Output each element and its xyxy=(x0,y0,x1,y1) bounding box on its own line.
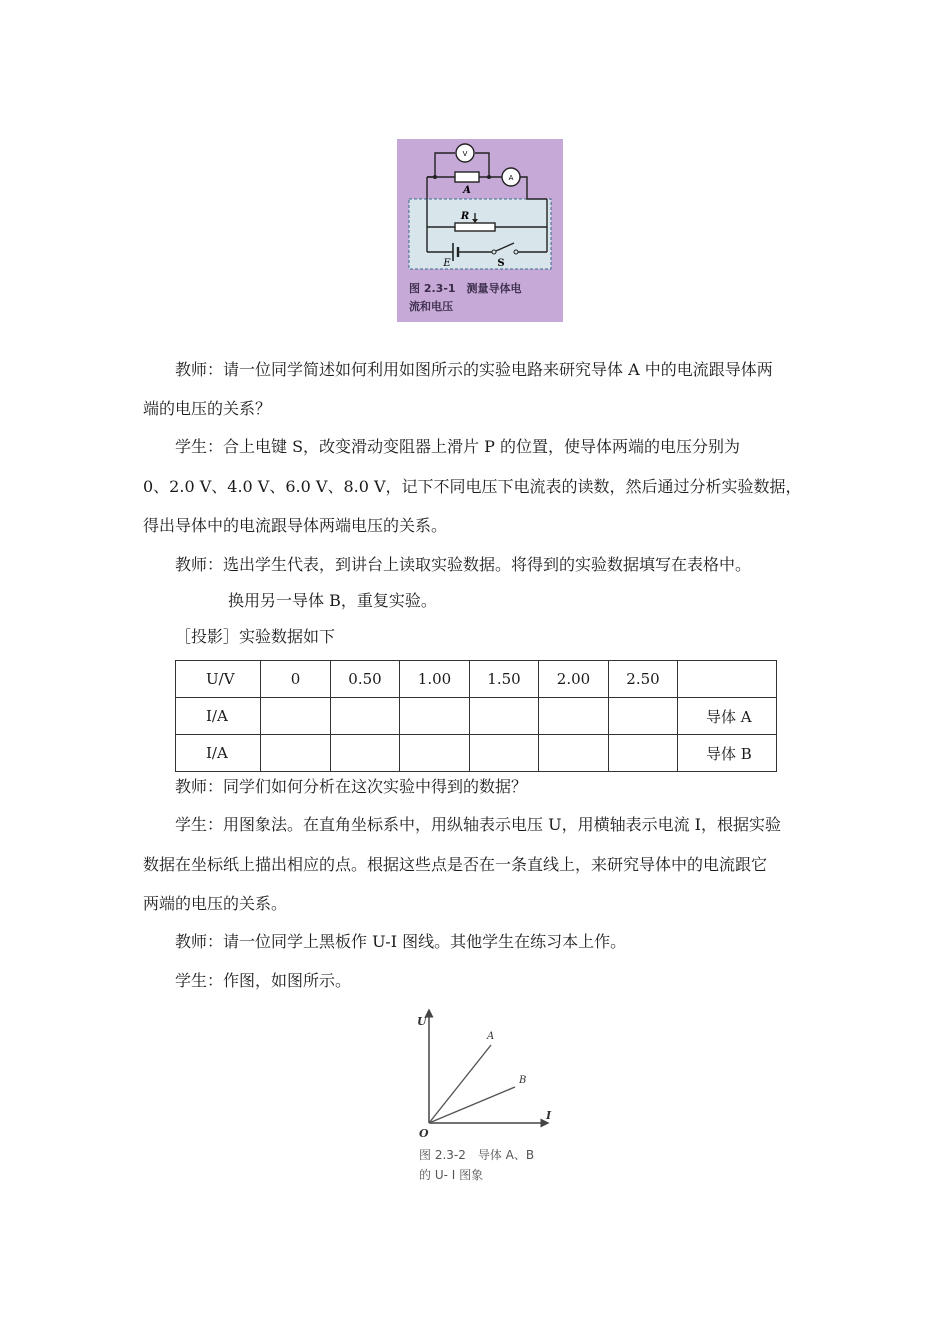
ui-graph xyxy=(405,1005,555,1150)
table-row xyxy=(176,661,777,698)
table-cell xyxy=(539,698,609,735)
table-cell: 1.00 xyxy=(400,661,470,698)
table-cell: I/A xyxy=(176,698,261,735)
table-row xyxy=(176,698,777,735)
figure1-caption-line2: 流和电压 xyxy=(409,300,453,313)
battery-label: E xyxy=(443,258,451,269)
table-cell: 导体 A xyxy=(678,698,777,735)
paragraph-teacher-2-line1: 教师：选出学生代表，到讲台上读取实验数据。将得到的实验数据填写在表格中。 xyxy=(175,555,752,574)
line-a xyxy=(429,1045,491,1123)
figure2-caption-line1: 图 2.3-2 导体 A、B xyxy=(419,1148,535,1162)
circuit-figure xyxy=(397,139,563,322)
table-cell xyxy=(609,698,678,735)
data-table xyxy=(175,660,777,772)
table-cell xyxy=(539,735,609,772)
paragraph-student-2-line2: 数据在坐标纸上描出相应的点。根据这些点是否在一条直线上，来研究导体中的电流跟它 xyxy=(143,855,768,874)
table-cell xyxy=(470,735,539,772)
paragraph-student-2-line3: 两端的电压的关系。 xyxy=(143,894,288,913)
table-cell xyxy=(470,698,539,735)
table-row xyxy=(176,735,777,772)
rheostat-label: R xyxy=(460,211,470,222)
line-b-label: B xyxy=(519,1075,527,1086)
figure2-caption-line2: 的 U- I 图象 xyxy=(419,1168,484,1182)
x-axis-label: I xyxy=(546,1109,552,1122)
figure1-caption-line1: 图 2.3-1 测量导体电 xyxy=(409,282,522,295)
paragraph-teacher-1-line1: 教师：请一位同学简述如何利用如图所示的实验电路来研究导体 A 中的电流跟导体两 xyxy=(175,360,773,379)
table-cell xyxy=(331,735,400,772)
switch-label: S xyxy=(497,258,505,269)
table-cell: I/A xyxy=(176,735,261,772)
ammeter-label: A xyxy=(508,174,514,182)
table-cell: 2.50 xyxy=(609,661,678,698)
table-cell: 0.50 xyxy=(331,661,400,698)
table-cell: 导体 B xyxy=(678,735,777,772)
rheostat-symbol xyxy=(455,223,495,231)
paragraph-teacher-1-line2: 端的电压的关系？ xyxy=(143,399,272,418)
table-cell xyxy=(400,735,470,772)
table-cell: 2.00 xyxy=(539,661,609,698)
table-cell xyxy=(678,661,777,698)
table-cell xyxy=(261,698,331,735)
table-cell xyxy=(609,735,678,772)
table-cell: 0 xyxy=(261,661,331,698)
table-cell: 1.50 xyxy=(470,661,539,698)
paragraph-projection: ［投影］实验数据如下 xyxy=(175,627,336,646)
paragraph-student-2-line1: 学生：用图象法。在直角坐标系中，用纵轴表示电压 U，用横轴表示电流 I，根据实验 xyxy=(175,815,781,834)
paragraph-teacher-4: 教师：请一位同学上黑板作 U-I 图线。其他学生在练习本上作。 xyxy=(175,932,627,951)
paragraph-teacher-2-line2: 换用另一导体 B，重复实验。 xyxy=(228,591,437,610)
line-b xyxy=(429,1087,515,1123)
voltmeter-label: V xyxy=(462,150,468,158)
table-cell xyxy=(261,735,331,772)
dashed-box xyxy=(409,199,551,269)
resistor-a-symbol xyxy=(455,172,479,182)
paragraph-student-1-line1: 学生：合上电键 S，改变滑动变阻器上滑片 P 的位置，使导体两端的电压分别为 xyxy=(175,437,740,456)
table-cell xyxy=(400,698,470,735)
paragraph-teacher-3: 教师：同学们如何分析在这次实验中得到的数据？ xyxy=(175,777,528,796)
table-cell xyxy=(331,698,400,735)
table-cell: U/V xyxy=(176,661,261,698)
paragraph-student-1-line3: 得出导体中的电流跟导体两端电压的关系。 xyxy=(143,516,448,535)
paragraph-student-1-line2: 0、2.0 V、4.0 V、6.0 V、8.0 V，记下不同电压下电流表的读数，然后通过分析实验数据， xyxy=(143,477,802,496)
paragraph-student-3: 学生：作图，如图所示。 xyxy=(175,971,352,990)
y-axis-label: U xyxy=(417,1015,427,1028)
ui-graph-figure xyxy=(405,1005,555,1195)
line-a-label: A xyxy=(487,1031,495,1042)
origin-label: O xyxy=(419,1127,429,1140)
resistor-a-label: A xyxy=(463,185,471,196)
